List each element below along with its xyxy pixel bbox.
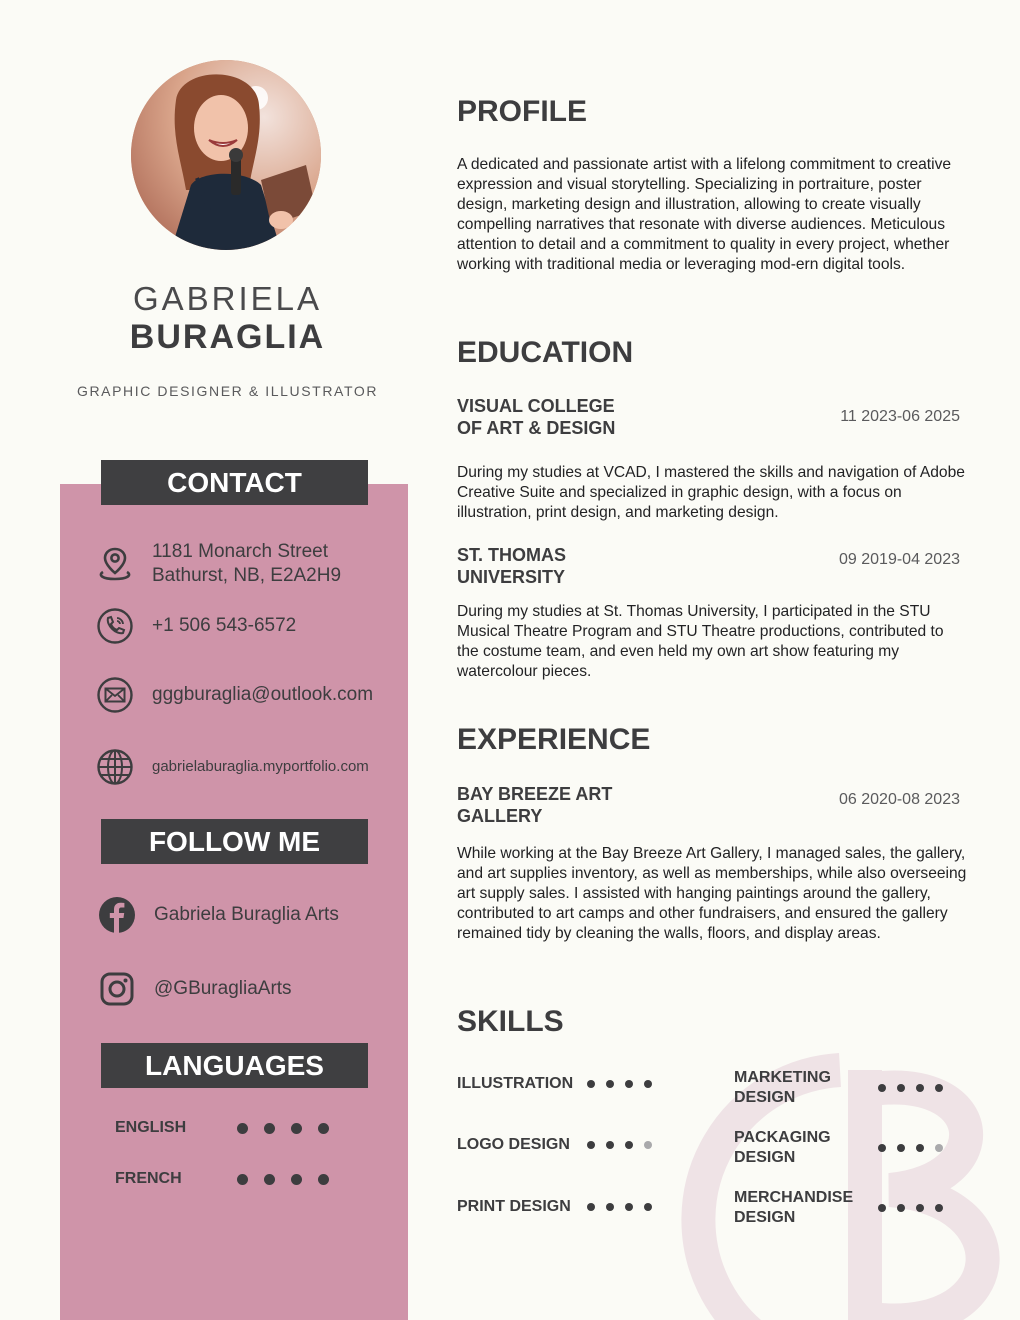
experience-title-1 xyxy=(457,783,677,827)
skill-name-line: DESIGN xyxy=(734,1149,796,1166)
email-text[interactable]: gggburaglia@outlook.com xyxy=(152,684,374,705)
rating-dot-filled xyxy=(291,1174,302,1185)
rating-dot-filled xyxy=(897,1204,905,1212)
rating-dot-filled xyxy=(237,1174,248,1185)
entry-title-line: ST. THOMAS xyxy=(457,545,567,565)
rating-dot-filled xyxy=(878,1204,886,1212)
skill-name-line: PACKAGING xyxy=(734,1129,831,1146)
address-text xyxy=(152,540,341,588)
skill-name xyxy=(734,1068,878,1108)
entry-title-line: GALLERY xyxy=(457,806,543,826)
entry-title-line: VISUAL COLLEGE xyxy=(457,396,615,416)
rating-dot-filled xyxy=(291,1123,302,1134)
phone-icon xyxy=(96,607,134,645)
rating-dot-empty xyxy=(935,1144,943,1152)
website-row xyxy=(96,748,369,786)
skill-level xyxy=(587,1203,663,1211)
skill-level xyxy=(878,1084,954,1092)
entry-title-line: BAY BREEZE ART xyxy=(457,784,613,804)
rating-dot-filled xyxy=(916,1084,924,1092)
entry-title-line: OF ART & DESIGN xyxy=(457,418,616,438)
address-row xyxy=(96,540,341,588)
facebook-row[interactable] xyxy=(98,896,339,934)
rating-dot-filled xyxy=(935,1204,943,1212)
address-line-1: 1181 Monarch Street xyxy=(152,541,329,562)
education-date-2: 09 2019-04 2023 xyxy=(839,551,960,568)
education-title-1 xyxy=(457,395,677,439)
skill-level xyxy=(878,1204,954,1212)
rating-dot-filled xyxy=(587,1141,595,1149)
rating-dot-filled xyxy=(264,1123,275,1134)
rating-dot-filled xyxy=(587,1080,595,1088)
rating-dot-filled xyxy=(625,1203,633,1211)
rating-dot-filled xyxy=(318,1174,329,1185)
instagram-text[interactable]: @GBuragliaArts xyxy=(154,978,292,999)
phone-row xyxy=(96,607,296,645)
instagram-row[interactable] xyxy=(98,970,292,1008)
address-line-2: Bathurst, NB, E2A2H9 xyxy=(152,565,342,586)
language-name: ENGLISH xyxy=(115,1119,187,1136)
email-row xyxy=(96,676,373,714)
first-name: GABRIELA xyxy=(132,280,323,317)
experience-text-1: While working at the Bay Breeze Art Gallery, I managed sales, the gallery, and art supplies inventory, as well as memberships, while also overseeing art supply sales. I assisted with hanging paintings around the gallery, contributed to art camps and other fundraisers, and ensured the gallery remained tidy by cleaning the walls, floors, and display areas. xyxy=(457,845,967,942)
rating-dot-filled xyxy=(935,1084,943,1092)
rating-dot-filled xyxy=(587,1203,595,1211)
rating-dot-filled xyxy=(625,1080,633,1088)
skill-name-line: DESIGN xyxy=(734,1209,796,1226)
rating-dot-filled xyxy=(916,1204,924,1212)
experience-heading: EXPERIENCE xyxy=(457,723,651,756)
rating-dot-filled xyxy=(897,1084,905,1092)
skill-illustration xyxy=(457,1074,663,1094)
envelope-icon xyxy=(96,676,134,714)
language-row-french xyxy=(115,1170,345,1188)
rating-dot-filled xyxy=(644,1203,652,1211)
skill-name-line: PRINT DESIGN xyxy=(457,1198,571,1215)
skill-name-line: MERCHANDISE xyxy=(734,1189,854,1206)
facebook-text[interactable]: Gabriela Buraglia Arts xyxy=(154,904,339,925)
rating-dot-filled xyxy=(237,1123,248,1134)
skill-merchandise-design xyxy=(734,1188,954,1228)
language-row-english xyxy=(115,1119,345,1137)
language-level xyxy=(237,1123,345,1134)
rating-dot-filled xyxy=(625,1141,633,1149)
profile-heading: PROFILE xyxy=(457,95,588,128)
language-level xyxy=(237,1174,345,1185)
instagram-icon xyxy=(98,970,136,1008)
profile-photo xyxy=(131,60,321,250)
language-name: FRENCH xyxy=(115,1170,182,1187)
skill-packaging-design xyxy=(734,1128,954,1168)
skill-name xyxy=(457,1135,587,1155)
phone-text[interactable]: +1 506 543-6572 xyxy=(152,615,297,636)
education-title-2 xyxy=(457,544,677,588)
skill-name xyxy=(734,1128,878,1168)
experience-date-1: 06 2020-08 2023 xyxy=(839,791,960,808)
contact-heading: CONTACT xyxy=(101,460,368,505)
skill-logo-design xyxy=(457,1135,663,1155)
rating-dot-filled xyxy=(916,1144,924,1152)
rating-dot-filled xyxy=(878,1084,886,1092)
website-text[interactable]: gabrielaburaglia.myportfolio.com xyxy=(152,758,369,775)
rating-dot-filled xyxy=(606,1141,614,1149)
rating-dot-filled xyxy=(264,1174,275,1185)
skill-level xyxy=(878,1144,954,1152)
rating-dot-empty xyxy=(644,1141,652,1149)
skill-name-line: DESIGN xyxy=(734,1089,796,1106)
follow-heading: FOLLOW ME xyxy=(101,819,368,864)
entry-title-line: UNIVERSITY xyxy=(457,567,566,587)
globe-icon xyxy=(96,748,134,786)
education-heading: EDUCATION xyxy=(457,336,634,369)
skill-level xyxy=(587,1080,663,1088)
skill-level xyxy=(587,1141,663,1149)
education-text-1: During my studies at VCAD, I mastered the skills and navigation of Adobe Creative Suite and specialized in graphic design, with a focus on illustration, print design, and marketing design. xyxy=(457,464,965,521)
skill-name xyxy=(457,1074,587,1094)
facebook-icon xyxy=(98,896,136,934)
education-text-2: During my studies at St. Thomas University, I participated in the STU Musical Theatre Program and STU Theatre productions, contributed to the costume team, and even held my own art show featuring my watercolour pieces. xyxy=(457,603,944,680)
profile-text: A dedicated and passionate artist with a lifelong commitment to creative expression and visual storytelling. Specializing in portraiture, poster design, marketing design and illustration, allowing to create visually compelling narratives that resonate with diverse audiences. Meticulous attention to detail and a commitment to quality in every project, whether working with traditional media or leveraging mod-ern digital tools. xyxy=(457,156,952,273)
job-title: GRAPHIC DESIGNER & ILLUSTRATOR xyxy=(76,383,379,399)
rating-dot-filled xyxy=(644,1080,652,1088)
location-pin-icon xyxy=(96,545,134,583)
skill-name xyxy=(734,1188,878,1228)
rating-dot-filled xyxy=(878,1144,886,1152)
skill-print-design xyxy=(457,1197,663,1217)
skill-name xyxy=(457,1197,587,1217)
skill-name-line: ILLUSTRATION xyxy=(457,1075,574,1092)
rating-dot-filled xyxy=(606,1080,614,1088)
education-date-1: 11 2023-06 2025 xyxy=(840,408,960,425)
rating-dot-filled xyxy=(897,1144,905,1152)
languages-heading: LANGUAGES xyxy=(101,1043,368,1088)
rating-dot-filled xyxy=(318,1123,329,1134)
skill-marketing-design xyxy=(734,1068,954,1108)
rating-dot-filled xyxy=(606,1203,614,1211)
skills-heading: SKILLS xyxy=(457,1005,564,1038)
skill-name-line: MARKETING xyxy=(734,1069,831,1086)
last-name: BURAGLIA xyxy=(129,318,326,356)
skill-name-line: LOGO DESIGN xyxy=(457,1136,570,1153)
